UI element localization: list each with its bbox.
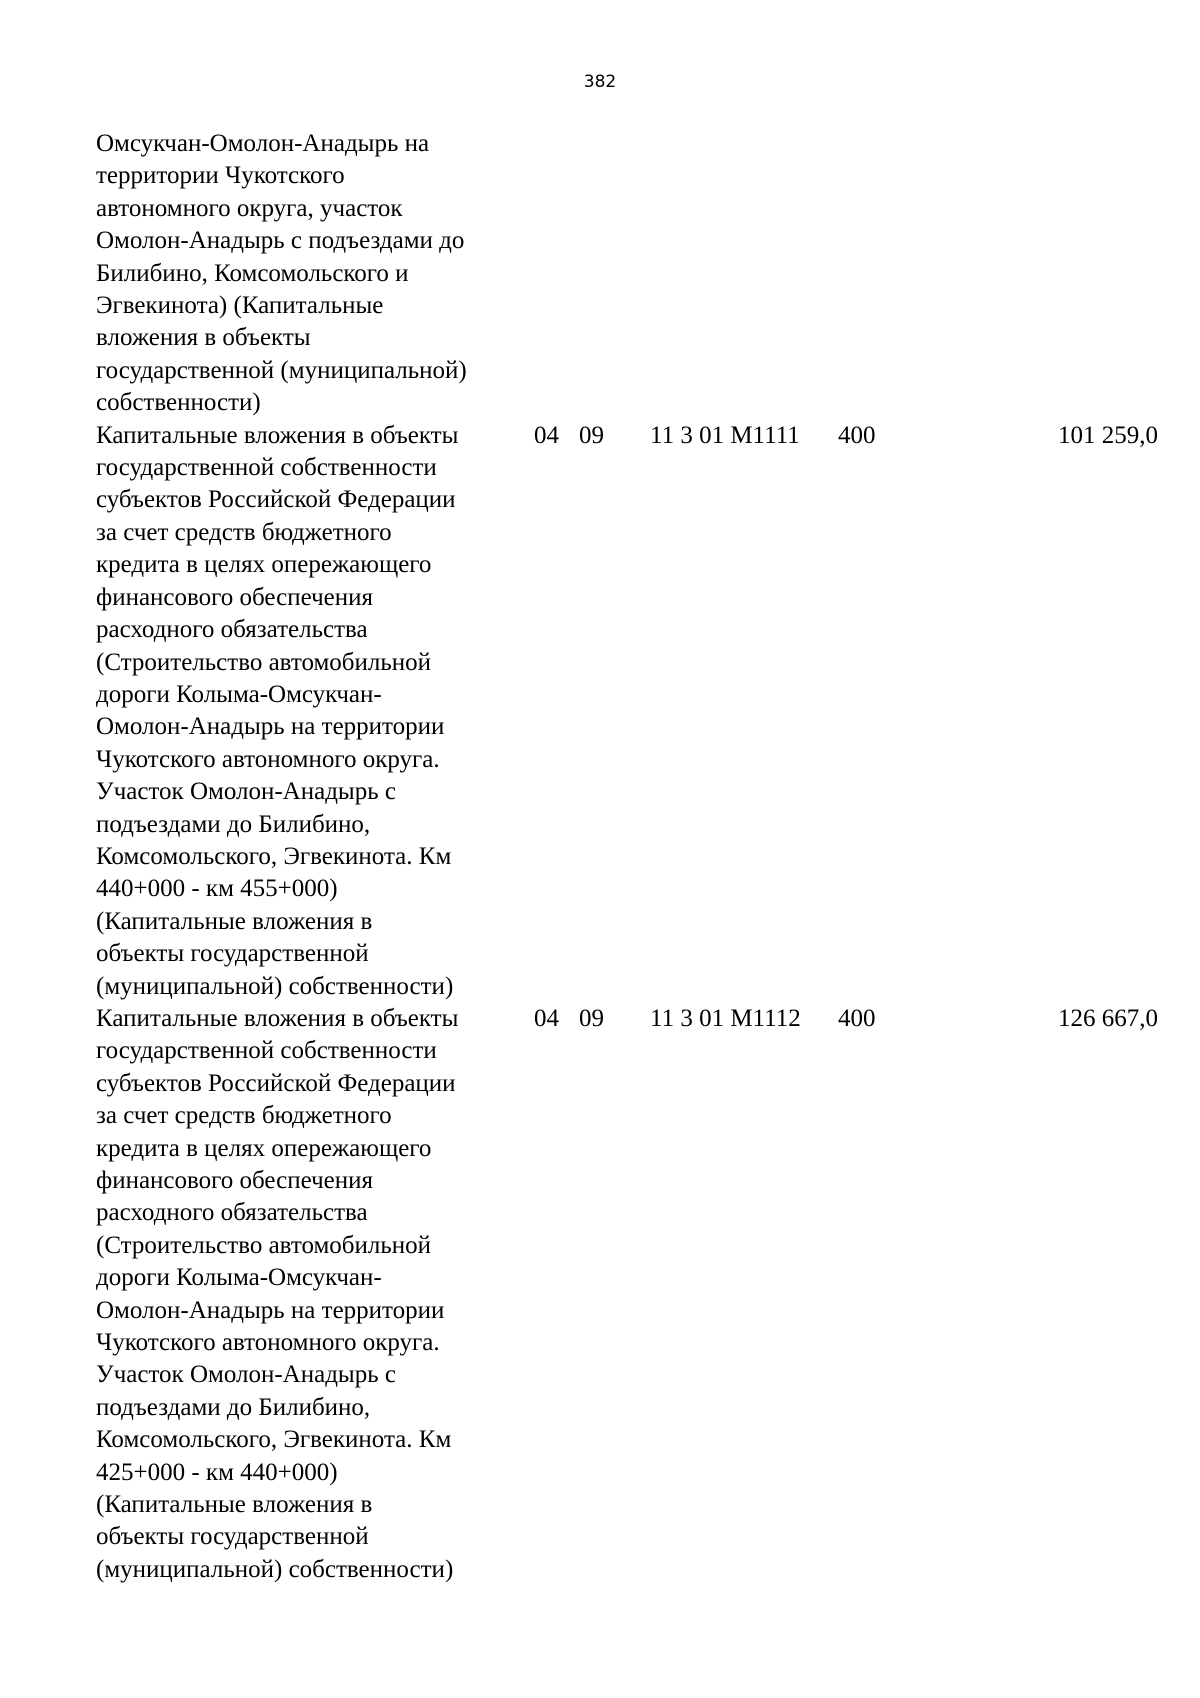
- description-line: 425+000 - км 440+000): [96, 1458, 338, 1486]
- description-line: государственной (муниципальной): [96, 356, 467, 384]
- description-line: Омсукчан-Омолон-Анадырь на: [96, 130, 430, 157]
- description-line: Участок Омолон-Анадырь с: [96, 1361, 396, 1389]
- subsection-code: 09: [579, 1004, 604, 1032]
- description-line: Омолон-Анадырь на территории: [96, 713, 445, 741]
- description-line: Чукотского автономного округа.: [96, 745, 440, 773]
- table-row: [96, 128, 1158, 420]
- description-line: за счет средств бюджетного: [96, 1102, 392, 1130]
- row-description: [96, 420, 520, 1003]
- description-line: (муниципальной) собственности): [96, 972, 454, 1000]
- target-article-code: 11 3 01 М1111: [650, 421, 800, 449]
- table-row: [96, 420, 1158, 1003]
- description-line: подъездами до Билибино,: [96, 810, 371, 838]
- description-line: расходного обязательства: [96, 1199, 368, 1227]
- target-article-code: 11 3 01 М1112: [650, 1004, 801, 1032]
- description-line: за счет средств бюджетного: [96, 518, 392, 546]
- description-line: 440+000 - км 455+000): [96, 875, 338, 903]
- budget-table: [96, 128, 1158, 1586]
- description-line: объекты государственной: [96, 1523, 369, 1551]
- amount: 126 667,0: [1058, 1004, 1158, 1032]
- description-line: Комсомольского, Эгвекинота. Км: [96, 842, 452, 870]
- description-line: собственности): [96, 389, 261, 417]
- description-line: вложения в объекты: [96, 324, 311, 352]
- description-line: Омолон-Анадырь на территории: [96, 1296, 445, 1324]
- description-line: финансового обеспечения: [96, 1167, 374, 1194]
- expense-type-code: [838, 128, 978, 420]
- description-line: дороги Колыма-Омсукчан-: [96, 680, 382, 708]
- description-line: Участок Омолон-Анадырь с: [96, 778, 396, 806]
- description-line: (Капитальные вложения в: [96, 907, 373, 935]
- description-line: дороги Колыма-Омсукчан-: [96, 1264, 382, 1292]
- description-line: финансового обеспечения: [96, 583, 374, 611]
- target-article-code: [650, 128, 838, 420]
- description-line: Эгвекинота) (Капитальные: [96, 292, 384, 320]
- description-line: подъездами до Билибино,: [96, 1393, 371, 1421]
- expense-type-code: 400: [838, 421, 876, 449]
- page-number: 382: [583, 72, 617, 92]
- description-line: расходного обязательства: [96, 616, 368, 644]
- section-code: 04: [534, 421, 559, 449]
- description-line: (Строительство автомобильной: [96, 1231, 432, 1259]
- table-row: [96, 1003, 1158, 1586]
- section-code: 04: [534, 1004, 559, 1032]
- subsection-code: [579, 128, 650, 420]
- description-line: (Строительство автомобильной: [96, 648, 432, 676]
- description-line: Чукотского автономного округа.: [96, 1329, 440, 1357]
- description-line: государственной собственности: [96, 1037, 437, 1065]
- section-code: [520, 128, 579, 420]
- description-line: Комсомольского, Эгвекинота. Км: [96, 1426, 452, 1454]
- amount: [978, 128, 1158, 420]
- description-line: (муниципальной) собственности): [96, 1555, 454, 1583]
- description-line: субъектов Российской Федерации: [96, 486, 456, 514]
- description-line: автономного округа, участок: [96, 194, 403, 222]
- row-description: [96, 128, 520, 420]
- description-line: Омолон-Анадырь с подъездами до: [96, 227, 465, 255]
- description-line: Капитальные вложения в объекты: [96, 1004, 459, 1032]
- description-line: кредита в целях опережающего: [96, 1134, 432, 1162]
- expense-type-code: 400: [838, 1004, 876, 1032]
- description-line: Капитальные вложения в объекты: [96, 421, 459, 449]
- description-line: Билибино, Комсомольского и: [96, 259, 409, 287]
- subsection-code: 09: [579, 421, 604, 449]
- description-line: кредита в целях опережающего: [96, 551, 432, 579]
- description-line: государственной собственности: [96, 454, 437, 482]
- row-description: [96, 1003, 520, 1586]
- description-line: (Капитальные вложения в: [96, 1491, 373, 1519]
- amount: 101 259,0: [1058, 421, 1158, 449]
- description-line: субъектов Российской Федерации: [96, 1069, 456, 1097]
- description-line: объекты государственной: [96, 940, 369, 968]
- description-line: территории Чукотского: [96, 162, 345, 190]
